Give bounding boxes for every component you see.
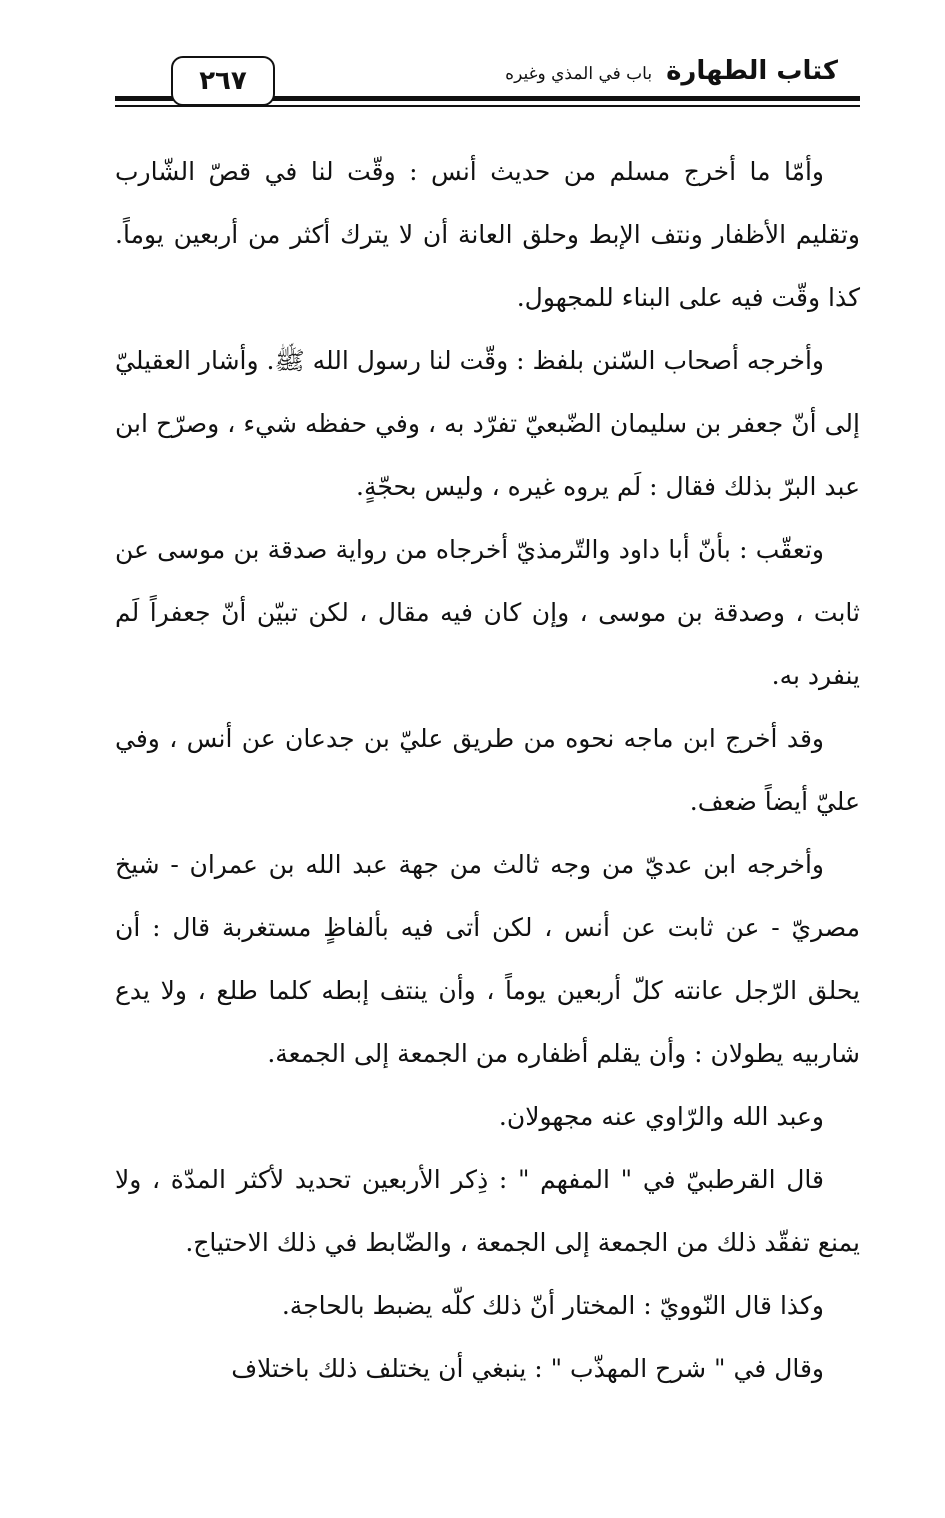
- paragraph: وكذا قال النّوويّ : المختار أنّ ذلك كلّه يضبط بالحاجة.: [281, 1291, 824, 1320]
- page-body: [115, 140, 860, 1400]
- page-number: ٢٦٧: [171, 56, 275, 106]
- paragraph: وقال في " شرح المهذّب " : ينبغي أن يختلف ذلك باختلاف: [231, 1354, 824, 1383]
- book-title: كتاب الطهارة: [666, 56, 838, 86]
- paragraph: قال القرطبيّ في " المفهم " : ذِكر الأربعين تحديد لأكثر المدّة ، ولا يمنع تفقّد ذلك من الجمعة إلى الجمعة ، والضّابط في ذلك الاحتياج.: [115, 1165, 860, 1257]
- running-title: [505, 56, 838, 86]
- paragraph: وقد أخرج ابن ماجه نحوه من طريق عليّ بن جدعان عن أنس ، وفي عليّ أيضاً ضعف.: [115, 724, 860, 816]
- chapter-title: باب في المذي وغيره: [505, 64, 653, 84]
- paragraph: وتعقّب : بأنّ أبا داود والتّرمذيّ أخرجاه من رواية صدقة بن موسى عن ثابت ، وصدقة بن موسى ، وإن كان فيه مقال ، لكن تبيّن أنّ جعفراً لَم ينفرد به.: [115, 535, 860, 690]
- paragraph: وأمّا ما أخرج مسلم من حديث أنس : وقّت لنا في قصّ الشّارب وتقليم الأظفار ونتف الإبط وحلق العانة أن لا يترك أكثر من أربعين يوماً. كذا وقّت فيه على البناء للمجهول.: [115, 157, 860, 312]
- paragraph: وأخرجه أصحاب السّنن بلفظ : وقّت لنا رسول الله ﷺ. وأشار العقيليّ إلى أنّ جعفر بن سليمان الضّبعيّ تفرّد به ، وفي حفظه شيء ، وصرّح ابن عبد البرّ بذلك فقال : لَم يروه غيره ، وليس بحجّةٍ.: [115, 346, 860, 501]
- paragraph: وعبد الله والرّاوي عنه مجهولان.: [498, 1102, 824, 1131]
- page-header: [115, 52, 860, 112]
- paragraph: وأخرجه ابن عديّ من وجه ثالث من جهة عبد الله بن عمران - شيخ مصريّ - عن ثابت عن أنس ، لكن أتى فيه بألفاظٍ مستغربة قال : أن يحلق الرّجل عانته كلّ أربعين يوماً ، وأن ينتف إبطه كلما طلع ، ولا يدع شاربيه يطولان : وأن يقلم أظفاره من الجمعة إلى الجمعة.: [115, 850, 860, 1068]
